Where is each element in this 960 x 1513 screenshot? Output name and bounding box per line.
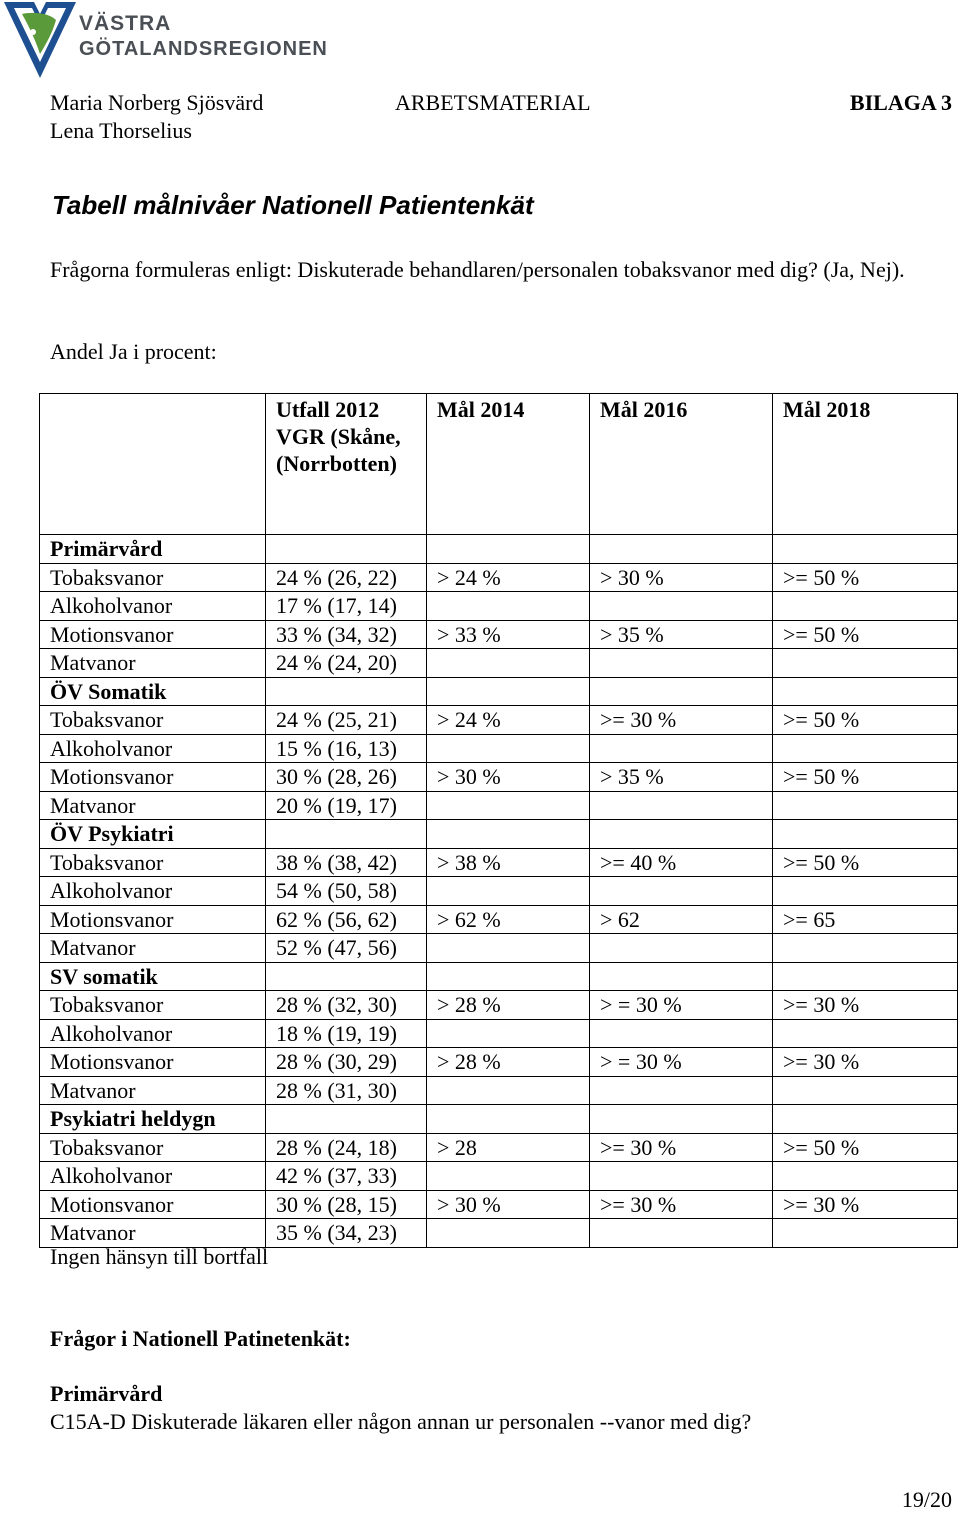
- table-row: [40, 592, 958, 621]
- table-row-label: Motionsvanor: [40, 763, 266, 792]
- table-cell: 24 % (26, 22): [266, 563, 427, 592]
- table-row: [40, 1076, 958, 1105]
- table-row-label: Alkoholvanor: [40, 877, 266, 906]
- table-section-row: [40, 535, 958, 564]
- table-row-label: Tobaksvanor: [40, 991, 266, 1020]
- table-header-row: [40, 394, 958, 535]
- table-section-row: [40, 820, 958, 849]
- table-cell: >= 50 %: [773, 763, 958, 792]
- table-row-label: Tobaksvanor: [40, 1133, 266, 1162]
- table-cell: 30 % (28, 15): [266, 1190, 427, 1219]
- table-cell: 28 % (24, 18): [266, 1133, 427, 1162]
- table-cell: >= 30 %: [773, 1190, 958, 1219]
- table-row-label: Alkoholvanor: [40, 1019, 266, 1048]
- table-row-label: Alkoholvanor: [40, 592, 266, 621]
- table-cell: [427, 1162, 590, 1191]
- table-cell: > = 30 %: [590, 991, 773, 1020]
- table-cell: 24 % (24, 20): [266, 649, 427, 678]
- table-row: [40, 1219, 958, 1248]
- table-cell: > 28: [427, 1133, 590, 1162]
- table-row: [40, 763, 958, 792]
- table-header-cell: Utfall 2012 VGR (Skåne, (Norrbotten): [266, 394, 427, 535]
- table-cell: [590, 791, 773, 820]
- table-cell: [427, 934, 590, 963]
- table-header-cell: Mål 2018: [773, 394, 958, 535]
- table-section-row: [40, 962, 958, 991]
- table-cell: > 30 %: [427, 763, 590, 792]
- table-row-label: Matvanor: [40, 791, 266, 820]
- table-cell: [590, 934, 773, 963]
- table-cell: [773, 649, 958, 678]
- table-cell: [590, 535, 773, 564]
- table-cell: >= 50 %: [773, 848, 958, 877]
- table-row-label: Motionsvanor: [40, 1048, 266, 1077]
- table-cell: [590, 962, 773, 991]
- table-cell: > 24 %: [427, 563, 590, 592]
- table-cell: > 62: [590, 905, 773, 934]
- table-cell: [773, 791, 958, 820]
- table-cell: [773, 820, 958, 849]
- table-row-label: Tobaksvanor: [40, 848, 266, 877]
- table-row: [40, 1133, 958, 1162]
- vgr-logo-icon: [0, 0, 80, 82]
- table-row: [40, 734, 958, 763]
- table-row: [40, 649, 958, 678]
- table-cell: [590, 1105, 773, 1134]
- table-row-label: Tobaksvanor: [40, 563, 266, 592]
- table-cell: 52 % (47, 56): [266, 934, 427, 963]
- table-cell: [773, 677, 958, 706]
- table-cell: > 35 %: [590, 620, 773, 649]
- table-section-row: [40, 1105, 958, 1134]
- table-cell: > 24 %: [427, 706, 590, 735]
- table-cell: [427, 592, 590, 621]
- table-cell: [427, 962, 590, 991]
- table-cell: 42 % (37, 33): [266, 1162, 427, 1191]
- table-cell: [427, 677, 590, 706]
- table-row: [40, 1190, 958, 1219]
- table-row: [40, 991, 958, 1020]
- table-header-cell: Mål 2016: [590, 394, 773, 535]
- table-cell: 38 % (38, 42): [266, 848, 427, 877]
- table-cell: [427, 1105, 590, 1134]
- goals-table: [39, 393, 958, 1248]
- table-cell: 24 % (25, 21): [266, 706, 427, 735]
- table-row: [40, 905, 958, 934]
- table-cell: 20 % (19, 17): [266, 791, 427, 820]
- table-cell: [590, 677, 773, 706]
- table-header-cell: Mål 2014: [427, 394, 590, 535]
- vgr-logo: [0, 0, 340, 82]
- table-cell: 35 % (34, 23): [266, 1219, 427, 1248]
- table-row: [40, 706, 958, 735]
- table-cell: [427, 877, 590, 906]
- table-row-label: Psykiatri heldygn: [40, 1105, 266, 1134]
- table-row: [40, 1162, 958, 1191]
- intro-text: Frågorna formuleras enligt: Diskuterade behandlaren/personalen tobaksvanor med dig? (Ja, Nej).: [50, 257, 905, 282]
- table-cell: [773, 1019, 958, 1048]
- table-cell: >= 30 %: [590, 706, 773, 735]
- table-cell: [773, 934, 958, 963]
- table-row-label: Alkoholvanor: [40, 1162, 266, 1191]
- table-cell: [266, 1105, 427, 1134]
- table-cell: > 28 %: [427, 991, 590, 1020]
- table-cell: 28 % (31, 30): [266, 1076, 427, 1105]
- questions-text: C15A-D Diskuterade läkaren eller någon annan ur personalen --vanor med dig?: [50, 1409, 752, 1434]
- table-row: [40, 563, 958, 592]
- table-cell: >= 30 %: [773, 1048, 958, 1077]
- table-cell: >= 50 %: [773, 620, 958, 649]
- table-cell: [427, 1076, 590, 1105]
- table-row-label: Matvanor: [40, 934, 266, 963]
- table-cell: [590, 1162, 773, 1191]
- table-cell: [773, 1219, 958, 1248]
- table-note: Ingen hänsyn till bortfall: [50, 1244, 269, 1269]
- table-cell: >= 50 %: [773, 1133, 958, 1162]
- table-cell: [266, 677, 427, 706]
- table-cell: [427, 649, 590, 678]
- table-cell: [427, 535, 590, 564]
- table-cell: [427, 1019, 590, 1048]
- logo-text-line1: VÄSTRA: [79, 12, 172, 35]
- header-right: BILAGA 3: [849, 90, 952, 115]
- table-cell: >= 30 %: [773, 991, 958, 1020]
- table-row: [40, 1048, 958, 1077]
- table-cell: > 62 %: [427, 905, 590, 934]
- table-cell: [590, 1219, 773, 1248]
- header-authors: [50, 89, 263, 145]
- table-cell: >= 40 %: [590, 848, 773, 877]
- header-author-2: Lena Thorselius: [50, 118, 192, 143]
- table-row-label: ÖV Somatik: [40, 677, 266, 706]
- table-cell: > 30 %: [427, 1190, 590, 1219]
- table-cell: [266, 962, 427, 991]
- table-row-label: Alkoholvanor: [40, 734, 266, 763]
- questions-section: Primärvård: [50, 1381, 163, 1406]
- table-cell: [590, 592, 773, 621]
- table-cell: >= 65: [773, 905, 958, 934]
- logo-text-line2: GÖTALANDSREGIONEN: [79, 38, 328, 60]
- table-cell: [773, 592, 958, 621]
- table-row: [40, 877, 958, 906]
- table-row-label: ÖV Psykiatri: [40, 820, 266, 849]
- table-cell: [773, 1105, 958, 1134]
- table-cell: [590, 877, 773, 906]
- table-row: [40, 1019, 958, 1048]
- table-cell: >= 30 %: [590, 1190, 773, 1219]
- table-cell: [427, 1219, 590, 1248]
- page-number: 19/20: [901, 1487, 952, 1512]
- table-cell: > 33 %: [427, 620, 590, 649]
- table-row-label: Motionsvanor: [40, 1190, 266, 1219]
- table-row-label: Matvanor: [40, 649, 266, 678]
- table-row-label: Tobaksvanor: [40, 706, 266, 735]
- table-cell: 18 % (19, 19): [266, 1019, 427, 1048]
- table-section-row: [40, 677, 958, 706]
- andel-text: Andel Ja i procent:: [50, 339, 217, 364]
- questions-title: Frågor i Nationell Patinetenkät:: [50, 1326, 351, 1351]
- header-author-1: Maria Norberg Sjösvärd: [50, 90, 264, 115]
- table-cell: [773, 734, 958, 763]
- table-row: [40, 791, 958, 820]
- table-cell: 54 % (50, 58): [266, 877, 427, 906]
- table-cell: [266, 535, 427, 564]
- page-title: Tabell målnivåer Nationell Patientenkät: [52, 190, 534, 220]
- table-row: [40, 848, 958, 877]
- table-row-label: Motionsvanor: [40, 620, 266, 649]
- table-cell: [590, 734, 773, 763]
- table-row-label: Motionsvanor: [40, 905, 266, 934]
- table-cell: [590, 820, 773, 849]
- table-cell: 28 % (32, 30): [266, 991, 427, 1020]
- table-cell: 62 % (56, 62): [266, 905, 427, 934]
- table-cell: [773, 877, 958, 906]
- table-cell: > 35 %: [590, 763, 773, 792]
- table-row: [40, 620, 958, 649]
- table-cell: 33 % (34, 32): [266, 620, 427, 649]
- table-cell: [773, 1162, 958, 1191]
- table-cell: [427, 791, 590, 820]
- table-cell: [773, 1076, 958, 1105]
- table-cell: [266, 820, 427, 849]
- table-cell: [590, 1076, 773, 1105]
- table-cell: [427, 734, 590, 763]
- table-row-label: Primärvård: [40, 535, 266, 564]
- table-header-cell: [40, 394, 266, 535]
- table-cell: >= 50 %: [773, 563, 958, 592]
- header-center: ARBETSMATERIAL: [395, 90, 591, 115]
- table-cell: [427, 820, 590, 849]
- table-cell: [590, 1019, 773, 1048]
- table-cell: > 30 %: [590, 563, 773, 592]
- table-row-label: SV somatik: [40, 962, 266, 991]
- table-cell: 15 % (16, 13): [266, 734, 427, 763]
- table-cell: >= 30 %: [590, 1133, 773, 1162]
- table-cell: 30 % (28, 26): [266, 763, 427, 792]
- table-cell: 28 % (30, 29): [266, 1048, 427, 1077]
- table-row: [40, 934, 958, 963]
- table-cell: >= 50 %: [773, 706, 958, 735]
- table-row-label: Matvanor: [40, 1219, 266, 1248]
- table-cell: [773, 962, 958, 991]
- table-cell: [590, 649, 773, 678]
- table-cell: 17 % (17, 14): [266, 592, 427, 621]
- table-cell: [773, 535, 958, 564]
- table-cell: > = 30 %: [590, 1048, 773, 1077]
- table-cell: > 38 %: [427, 848, 590, 877]
- table-row-label: Matvanor: [40, 1076, 266, 1105]
- table-cell: > 28 %: [427, 1048, 590, 1077]
